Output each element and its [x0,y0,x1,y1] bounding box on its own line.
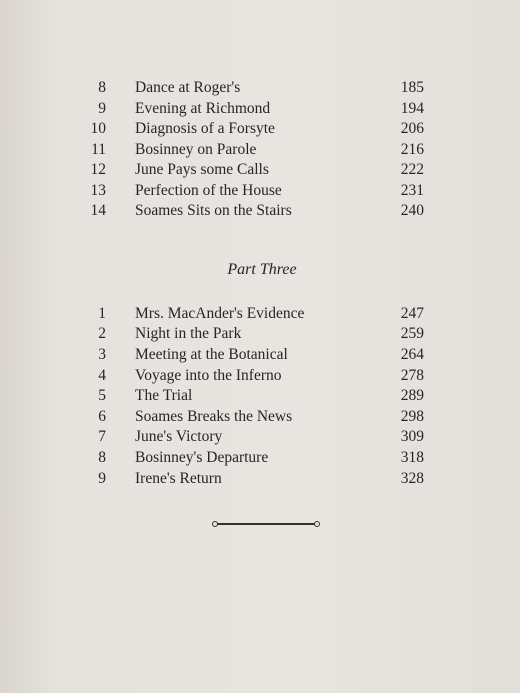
chapter-number: 3 [98,346,106,363]
toc-row [0,345,520,365]
toc-row [0,469,520,489]
chapter-number: 1 [98,305,106,322]
chapter-title: Bosinney on Parole [135,141,257,158]
page-number: 289 [400,387,424,404]
chapter-title: June's Victory [135,428,223,445]
page-number: 206 [400,120,424,137]
chapter-title: Diagnosis of a Forsyte [135,120,275,137]
chapter-title: June Pays some Calls [135,161,269,178]
page-number: 278 [400,367,424,384]
chapter-number: 12 [90,161,106,178]
toc-row [0,119,520,139]
toc-row [0,427,520,447]
page-number: 328 [400,470,424,487]
page-number: 222 [400,161,424,178]
page-number: 194 [400,100,424,117]
page-number: 318 [400,449,424,466]
page-number: 247 [400,305,424,322]
ornament-line [216,523,316,525]
toc-row [0,181,520,201]
chapter-number: 8 [98,449,106,466]
toc-row [0,160,520,180]
toc-row [0,201,520,221]
chapter-title: Soames Sits on the Stairs [135,202,292,219]
chapter-number: 10 [90,120,106,137]
chapter-title: Irene's Return [135,470,222,487]
toc-row [0,386,520,406]
chapter-number: 8 [98,79,106,96]
chapter-number: 6 [98,408,106,425]
chapter-title: Perfection of the House [135,182,282,199]
toc-row [0,304,520,324]
chapter-number: 9 [98,100,106,117]
page-number: 185 [400,79,424,96]
chapter-title: Voyage into the Inferno [135,367,282,384]
part-heading: Part Three [227,261,297,278]
chapter-number: 2 [98,325,106,342]
chapter-number: 11 [91,141,106,158]
chapter-number: 9 [98,470,106,487]
page-number: 309 [400,428,424,445]
page-number: 264 [400,346,424,363]
chapter-number: 7 [98,428,106,445]
page-number: 216 [400,141,424,158]
toc-row [0,366,520,386]
chapter-title: Night in the Park [135,325,242,342]
page-number: 259 [400,325,424,342]
chapter-title: Dance at Roger's [135,79,241,96]
page-number: 231 [400,182,424,199]
toc-row [0,407,520,427]
ornament-end-left [212,521,218,527]
page-number: 298 [400,408,424,425]
chapter-title: Mrs. MacAnder's Evidence [135,305,305,322]
chapter-title: Bosinney's Departure [135,449,269,466]
chapter-number: 13 [90,182,106,199]
chapter-title: Evening at Richmond [135,100,271,117]
toc-row [0,99,520,119]
toc-row [0,140,520,160]
chapter-title: Meeting at the Botanical [135,346,288,363]
chapter-number: 14 [90,202,106,219]
ornament-divider [212,520,320,528]
chapter-title: Soames Breaks the News [135,408,293,425]
chapter-number: 4 [98,367,106,384]
page-number: 240 [400,202,424,219]
ornament-end-right [314,521,320,527]
toc-row [0,448,520,468]
chapter-title: The Trial [135,387,193,404]
chapter-number: 5 [98,387,106,404]
toc-row [0,324,520,344]
toc-row [0,78,520,98]
